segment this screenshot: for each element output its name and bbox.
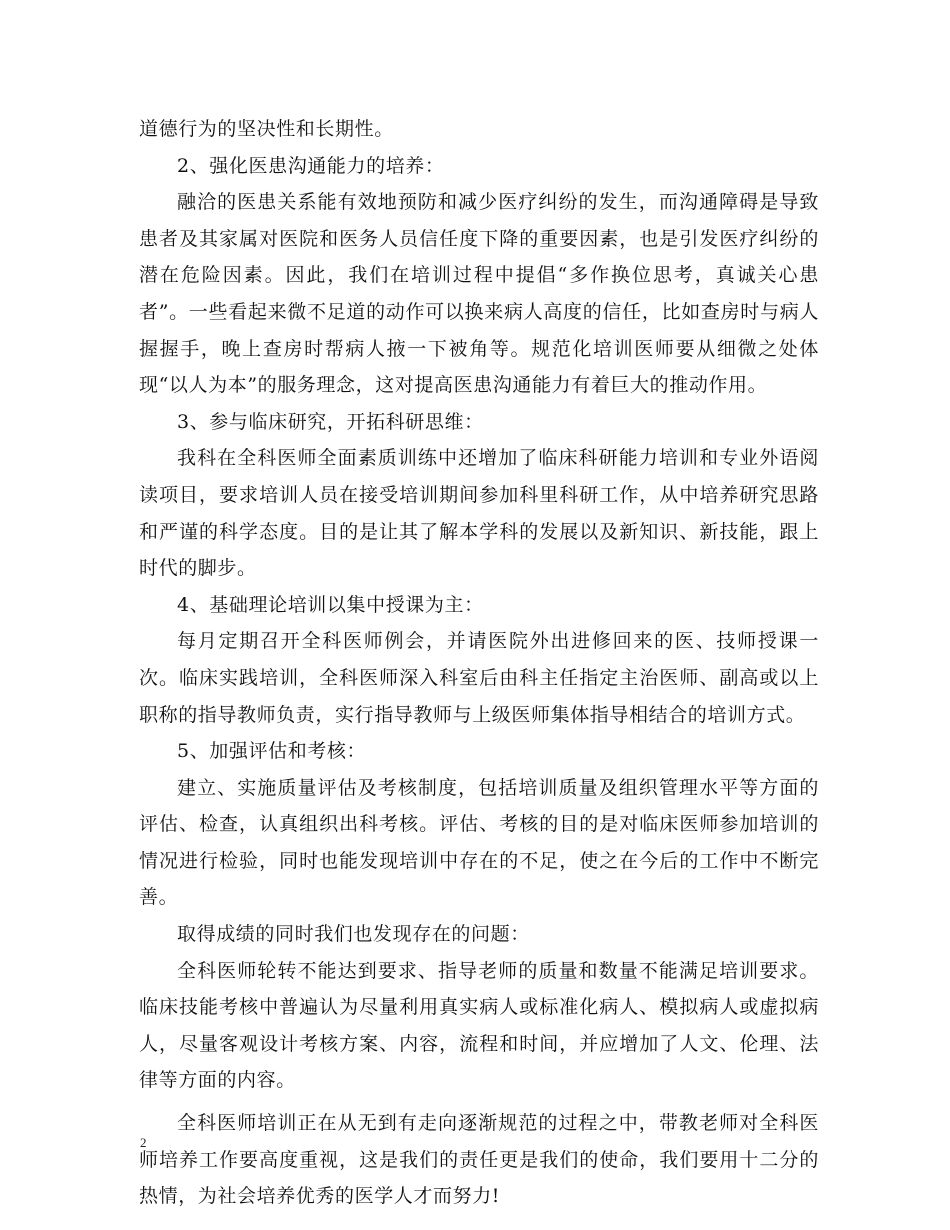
- paragraph-communication: 融洽的医患关系能有效地预防和减少医疗纠纷的发生，而沟通障碍是导致患者及其家属对医院和医务人员信任度下降的重要因素，也是引发医疗纠纷的潜在危险因素。因此，我们在培训过程中提倡“多作换位思考，真诚关心患者”。一些看起来微不足道的动作可以换来病人高度的信任，比如查房时与病人握握手，晚上查房时帮病人掖一下被角等。规范化培训医师要从细微之处体现“以人为本”的服务理念，这对提高医患沟通能力有着巨大的推动作用。: [139, 191, 819, 397]
- page-number: 2: [140, 1135, 147, 1150]
- section-heading-5: 5、加强评估和考核：: [177, 740, 367, 763]
- problems-heading: 取得成绩的同时我们也发现存在的问题：: [177, 923, 530, 946]
- paragraph-research: 我科在全科医师全面素质训练中还增加了临床科研能力培训和专业外语阅读项目，要求培训人员在接受培训期间参加科里科研工作，从中培养研究思路和严谨的科学态度。目的是让其了解本学科的发展以及新知识、新技能，跟上时代的脚步。: [139, 447, 819, 580]
- document-body: [139, 111, 819, 1215]
- section-heading-2: 2、强化医患沟通能力的培养：: [177, 154, 445, 177]
- section-heading-4: 4、基础理论培训以集中授课为主：: [177, 593, 484, 616]
- paragraph-assessment: 建立、实施质量评估及考核制度，包括培训质量及组织管理水平等方面的评估、检查，认真组织出科考核。评估、考核的目的是对临床医师参加培训的情况进行检验，同时也能发现培训中存在的不足，使之在今后的工作中不断完善。: [139, 776, 819, 909]
- paragraph-continuation: 道德行为的坚决性和长期性。: [139, 118, 394, 140]
- section-heading-3: 3、参与临床研究，开拓科研思维：: [177, 410, 484, 433]
- paragraph-conclusion: 全科医师培训正在从无到有走向逐渐规范的过程之中，带教老师对全科医师培养工作要高度重视，这是我们的责任更是我们的使命，我们要用十二分的热情，为社会培养优秀的医学人才而努力!: [139, 1112, 819, 1208]
- paragraph-problems: 全科医师轮转不能达到要求、指导老师的质量和数量不能满足培训要求。临床技能考核中普遍认为尽量利用真实病人或标准化病人、模拟病人或虚拟病人，尽量客观设计考核方案、内容，流程和时间，并应增加了人文、伦理、法律等方面的内容。: [139, 959, 819, 1092]
- paragraph-theory-training: 每月定期召开全科医师例会，并请医院外出进修回来的医、技师授课一次。临床实践培训，全科医师深入科室后由科主任指定主治医师、副高或以上职称的指导教师负责，实行指导教师与上级医师集体指导相结合的培训方式。: [139, 630, 819, 726]
